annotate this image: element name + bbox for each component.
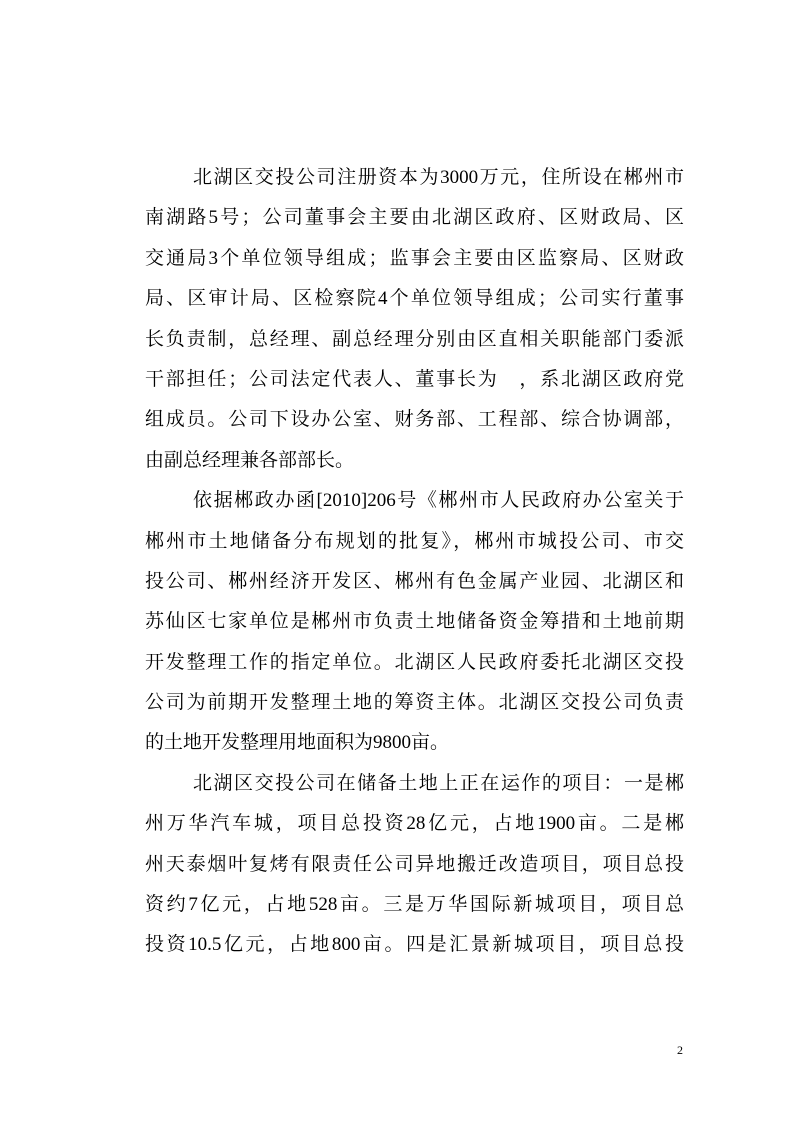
text-line: 交通局3个单位领导组成；监事会主要由区监察局、区财政 [145,247,684,269]
text-line: 资约7亿元，占地528亩。三是万华国际新城项目，项目总 [145,894,684,916]
text-line: 北湖区交投公司注册资本为3000万元，住所设在郴州市 [193,167,684,188]
text-line: 开发整理工作的指定单位。北湖区人民政府委托北湖区交投 [145,651,684,673]
paragraph-company-overview [145,158,684,481]
text-line: 局、区审计局、区检察院4个单位领导组成；公司实行董事 [145,288,684,310]
text-line: 南湖路5号；公司董事会主要由北湖区政府、区财政局、区 [145,207,684,229]
text-line: 由副总经理兼各部部长。 [145,449,355,471]
text-line: 依据郴政办函[2010]206号《郴州市人民政府办公室关于 [193,490,684,512]
document-body [145,158,684,966]
text-line: 投资10.5亿元，占地800亩。四是汇景新城项目，项目总投 [145,934,684,956]
page-number: 2 [677,1043,683,1057]
text-line: 州天泰烟叶复烤有限责任公司异地搬迁改造项目，项目总投 [145,853,684,875]
text-line: 投公司、郴州经济开发区、郴州有色金属产业园、北湖区和 [145,570,684,592]
paragraph-projects [145,764,684,966]
text-line: 北湖区交投公司在储备土地上正在运作的项目：一是郴 [193,772,684,794]
text-line: 公司为前期开发整理土地的筹资主体。北湖区交投公司负责 [145,692,684,714]
text-line: 郴州市土地储备分布规划的批复》，郴州市城投公司、市交 [145,530,684,552]
text-line: 长负责制，总经理、副总经理分别由区直相关职能部门委派 [145,328,684,350]
text-line: 干部担任；公司法定代表人、董事长为 ，系北湖区政府党 [145,368,684,390]
text-line: 州万华汽车城，项目总投资28亿元，占地1900亩。二是郴 [145,813,684,835]
text-line: 组成员。公司下设办公室、财务部、工程部、综合协调部， [145,409,684,431]
text-line: 苏仙区七家单位是郴州市负责土地储备资金筹措和土地前期 [145,611,684,633]
paragraph-land-reserve [145,481,684,764]
text-line: 的土地开发整理用地面积为9800亩。 [145,732,450,754]
